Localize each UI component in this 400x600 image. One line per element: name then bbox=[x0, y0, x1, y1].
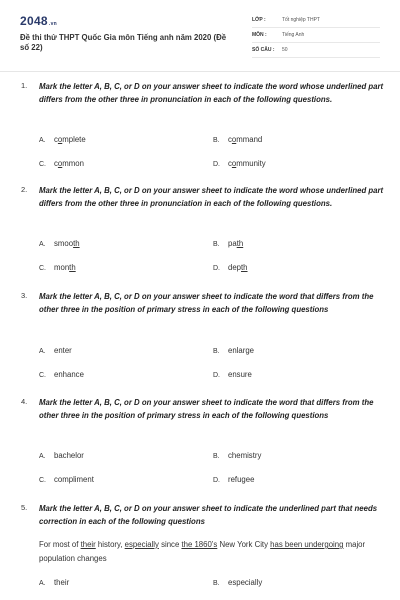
question-number: 4. bbox=[21, 397, 28, 406]
option-d[interactable]: D. refugee bbox=[213, 475, 255, 484]
option-b[interactable]: B. especially bbox=[213, 578, 263, 587]
option-b[interactable]: B. command bbox=[213, 135, 263, 144]
meta-label: MÔN : bbox=[252, 32, 267, 38]
option-a[interactable]: A. smooth bbox=[39, 239, 80, 248]
question-number: 3. bbox=[21, 291, 28, 300]
option-c[interactable]: C. common bbox=[39, 159, 84, 168]
question-prompt: Mark the letter A, B, C, or D on your answer sheet to indicate the word that differs from the other three in the position of primary stress in each of the following questions bbox=[39, 398, 374, 420]
meta-value: 50 bbox=[282, 47, 288, 53]
option-c[interactable]: C. compliment bbox=[39, 475, 94, 484]
meta-row-count bbox=[252, 43, 380, 58]
option-d[interactable]: D. ensure bbox=[213, 370, 252, 379]
exam-meta bbox=[252, 13, 380, 58]
question-prompt: Mark the letter A, B, C, or D on your answer sheet to indicate the word whose underlined part differs from the other three in pronunciation in each of the following questions. bbox=[39, 82, 384, 104]
meta-label: SỐ CÂU : bbox=[252, 47, 275, 53]
meta-value: Tốt nghiệp THPT bbox=[282, 17, 320, 23]
option-a[interactable]: A. enter bbox=[39, 346, 72, 355]
option-c[interactable]: C. enhance bbox=[39, 370, 84, 379]
option-b[interactable]: B. path bbox=[213, 239, 244, 248]
question-prompt: Mark the letter A, B, C, or D on your answer sheet to indicate the underlined part that needs correction in each of the following questions bbox=[39, 504, 378, 526]
option-a[interactable]: A. complete bbox=[39, 135, 86, 144]
meta-label: LỚP : bbox=[252, 17, 266, 23]
option-a[interactable]: A. bachelor bbox=[39, 451, 84, 460]
question-number: 1. bbox=[21, 81, 28, 90]
page-title: Đề thi thử THPT Quốc Gia môn Tiếng anh năm 2020 (Đề số 22) bbox=[20, 33, 227, 52]
option-b[interactable]: B. chemistry bbox=[213, 451, 262, 460]
site-logo[interactable]: 2048.vn bbox=[20, 14, 58, 28]
option-b[interactable]: B. enlarge bbox=[213, 346, 255, 355]
option-c[interactable]: C. month bbox=[39, 263, 76, 272]
question-prompt: Mark the letter A, B, C, or D on your answer sheet to indicate the word whose underlined part differs from the other three in pronunciation in each of the following questions. bbox=[39, 186, 384, 208]
option-d[interactable]: D. depth bbox=[213, 263, 248, 272]
question-sentence: For most of their history, especially since the 1860’s New York City has been undergoing major population changes bbox=[39, 540, 366, 563]
meta-row-class bbox=[252, 13, 380, 28]
page-header bbox=[0, 0, 400, 72]
option-d[interactable]: D. community bbox=[213, 159, 266, 168]
meta-row-subject bbox=[252, 28, 380, 43]
meta-value: Tiếng Anh bbox=[282, 32, 305, 38]
question-prompt: Mark the letter A, B, C, or D on your answer sheet to indicate the word that differs from the other three in the position of primary stress in each of the following questions bbox=[39, 292, 374, 314]
option-a[interactable]: A. their bbox=[39, 578, 70, 587]
question-number: 2. bbox=[21, 185, 28, 194]
question-number: 5. bbox=[21, 503, 28, 512]
